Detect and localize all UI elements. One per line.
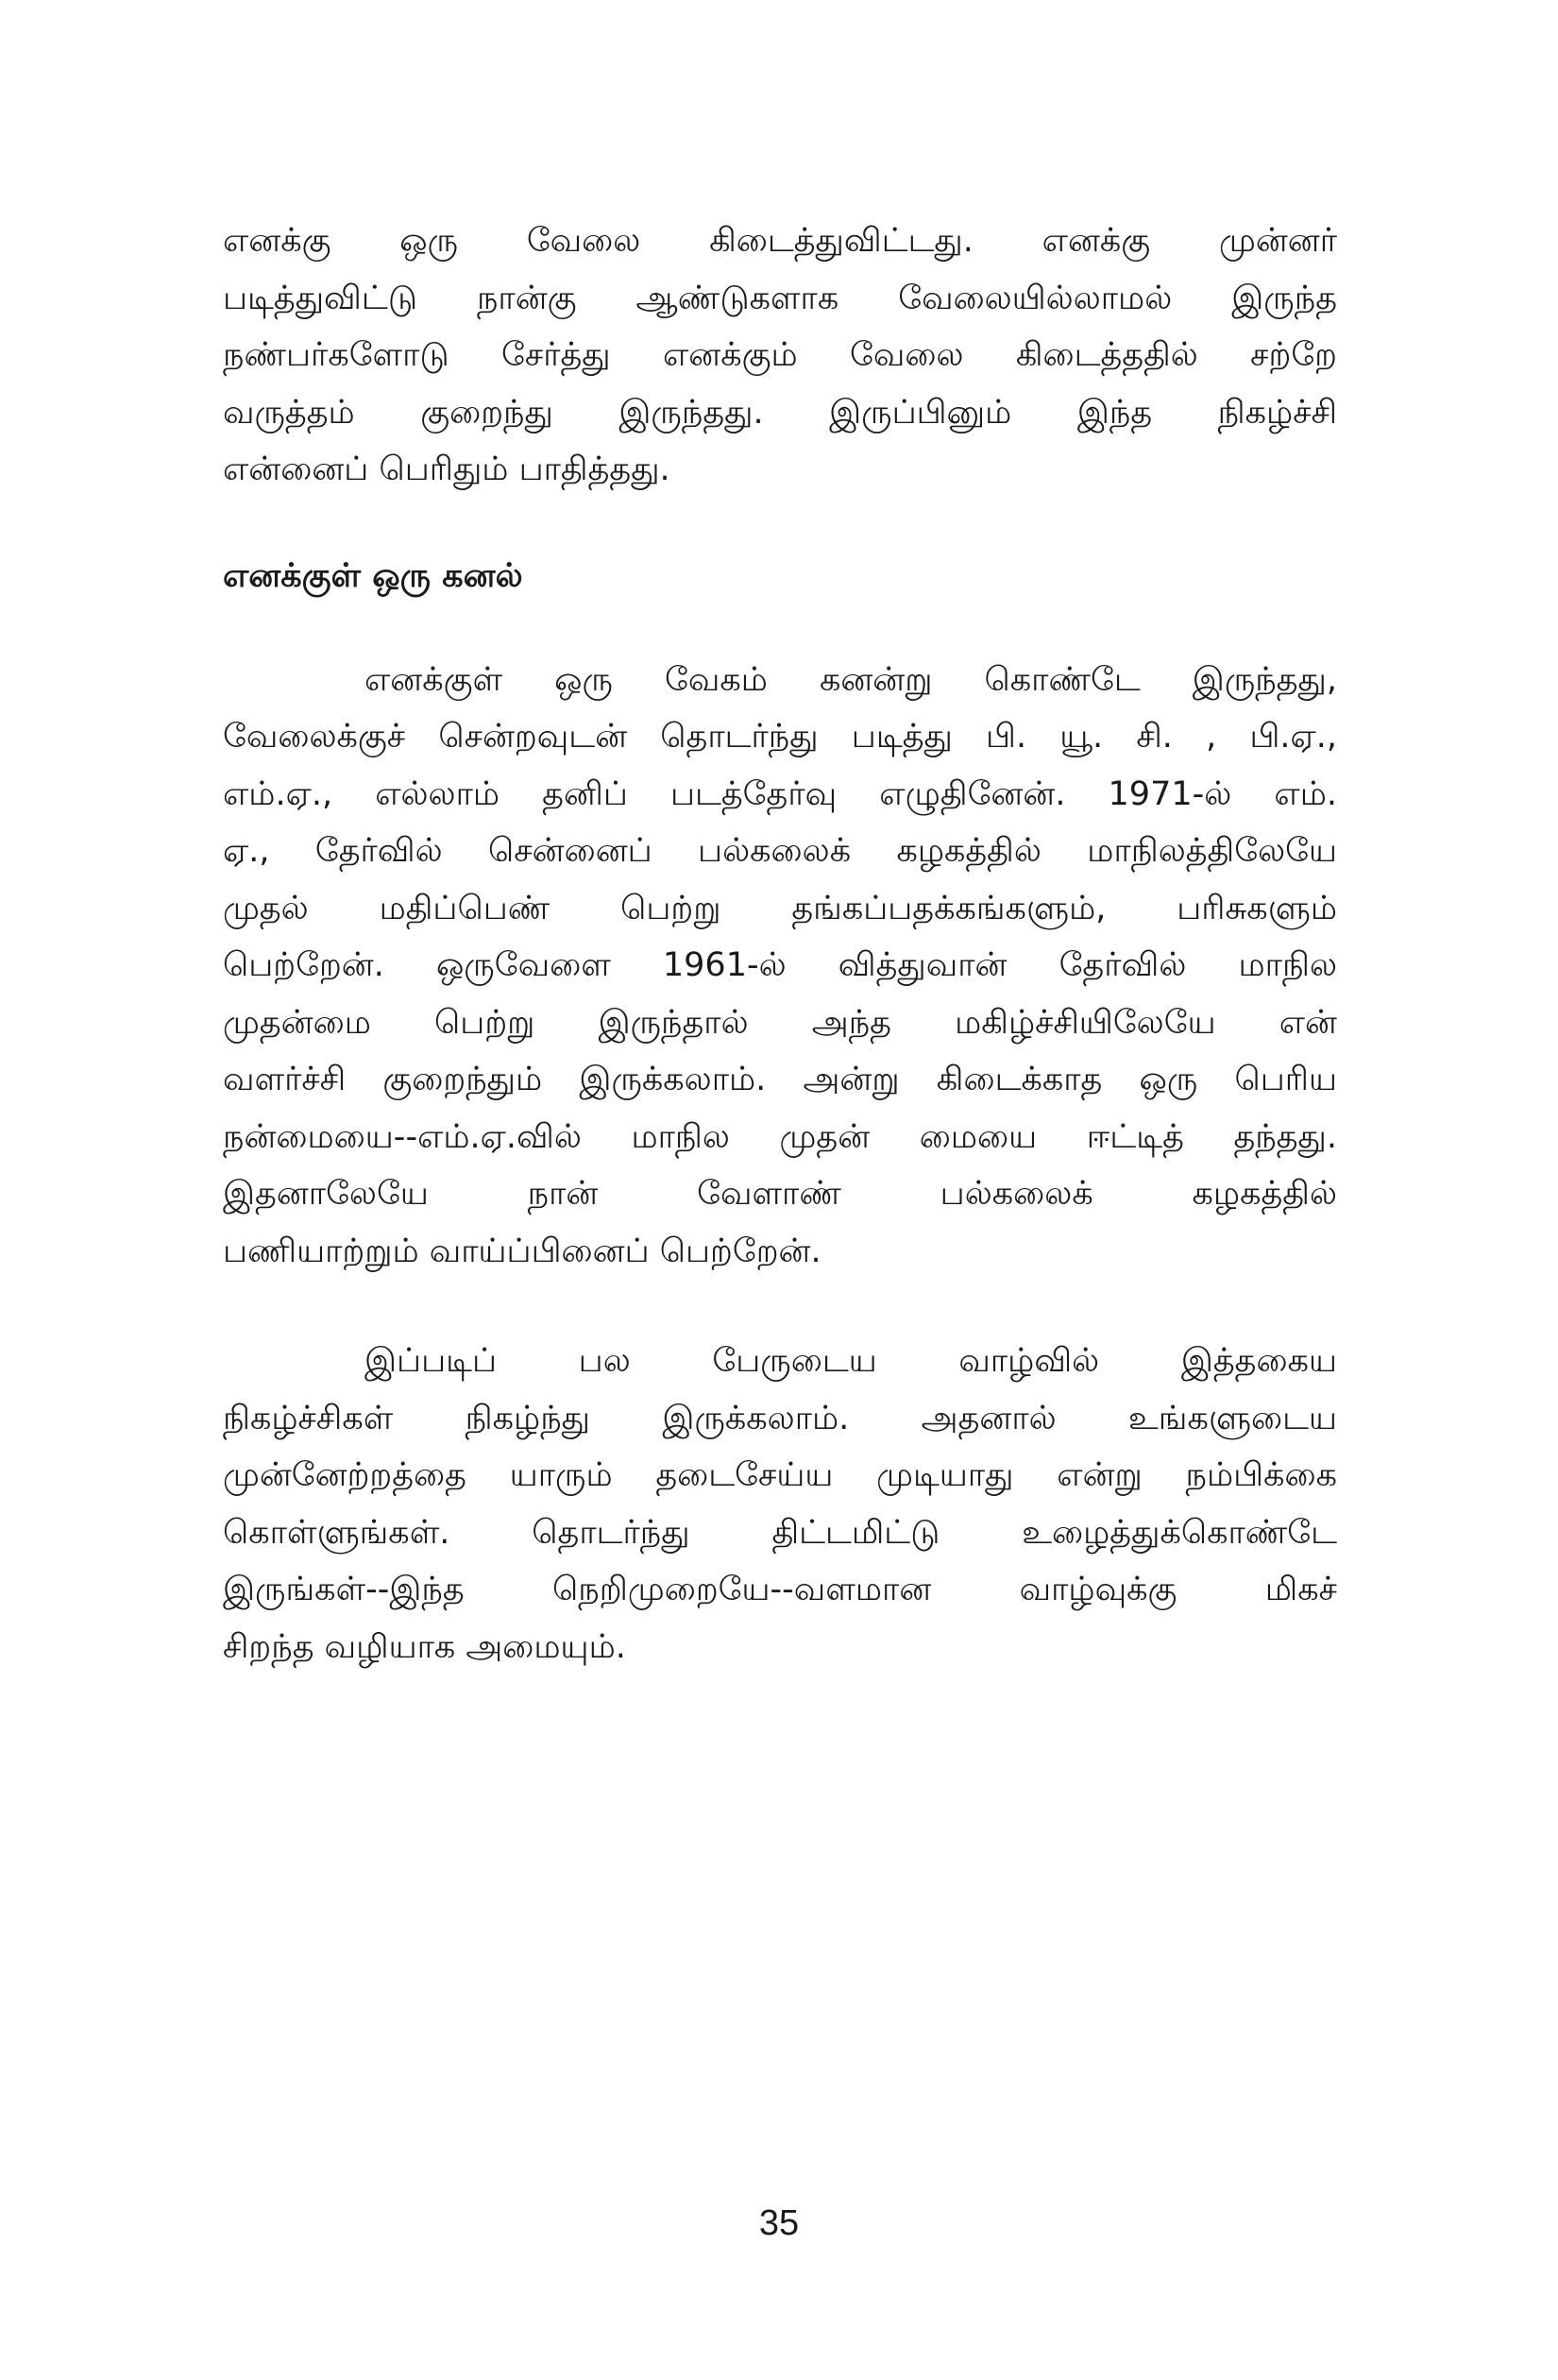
- paragraph-line: நண்பர்களோடு சேர்த்து எனக்கும் வேலை கிடைத்ததில் சற்றே: [223, 336, 1337, 374]
- paragraph-line: முதன்மை பெற்று இருந்தால் அந்த மகிழ்ச்சியிலேயே என்: [223, 1003, 1337, 1042]
- section-heading: எனக்குள் ஒரு கனல்: [223, 556, 523, 595]
- paragraph-line: நிகழ்ச்சிகள் நிகழ்ந்து இருக்கலாம். அதனால் உங்களுடைய: [223, 1399, 1337, 1437]
- paragraph-line: எனக்குள் ஒரு வேகம் கனன்று கொண்டே இருந்தது,: [364, 660, 1337, 699]
- paragraph-line: ஏ., தேர்வில் சென்னைப் பல்கலைக் கழகத்தில் மாநிலத்திலேயே: [223, 832, 1337, 870]
- paragraph-line: முதல் மதிப்பெண் பெற்று தங்கப்பதக்கங்களும், பரிசுகளும்: [223, 889, 1337, 927]
- paragraph-1: [223, 212, 1337, 499]
- paragraph-line: பெற்றேன். ஒருவேளை 1961-ல் வித்துவான் தேர்வில் மாநில: [223, 946, 1337, 984]
- paragraph-line: இப்படிப் பல பேருடைய வாழ்வில் இத்தகைய: [364, 1342, 1337, 1380]
- paragraph-line: பணியாற்றும் வாய்ப்பினைப் பெற்றேன்.: [223, 1232, 821, 1270]
- paragraph-line: என்னைப் பெரிதும் பாதித்தது.: [223, 450, 670, 488]
- paragraph-line: எம்.ஏ., எல்லாம் தனிப் படத்தேர்வு எழுதினேன். 1971-ல் எம்.: [223, 774, 1337, 813]
- paragraph-line: முன்னேற்றத்தை யாரும் தடைசேய்ய முடியாது என்று நம்பிக்கை: [223, 1456, 1337, 1494]
- paragraph-line: கொள்ளுங்கள். தொடர்ந்து திட்டமிட்டு உழைத்துக்கொண்டே: [223, 1513, 1337, 1552]
- page-body: [223, 212, 1337, 1675]
- paragraph-line: வருத்தம் குறைந்து இருந்தது. இருப்பினும் இந்த நிகழ்ச்சி: [223, 393, 1337, 432]
- paragraph-line: எனக்கு ஒரு வேலை கிடைத்துவிட்டது. எனக்கு முன்னர்: [223, 222, 1337, 260]
- paragraph-2: [223, 652, 1337, 1281]
- paragraph-line: இருங்கள்--இந்த நெறிமுறையே--வளமான வாழ்வுக்கு மிகச்: [223, 1571, 1337, 1608]
- paragraph-3: [223, 1333, 1337, 1675]
- paragraph-line: நன்மையை--எம்.ஏ.வில் மாநில முதன் மையை ஈட்டித் தந்தது.: [223, 1117, 1337, 1156]
- page-number: 35: [758, 2203, 800, 2243]
- paragraph-line: படித்துவிட்டு நான்கு ஆண்டுகளாக வேலையில்லாமல் இருந்த: [223, 279, 1337, 317]
- paragraph-line: இதனாலேயே நான் வேளாண் பல்கலைக் கழகத்தில்: [223, 1175, 1337, 1213]
- paragraph-line: சிறந்த வழியாக அமையும்.: [223, 1627, 626, 1666]
- paragraph-line: வளர்ச்சி குறைந்தும் இருக்கலாம். அன்று கிடைக்காத ஒரு பெரிய: [223, 1061, 1337, 1098]
- paragraph-line: வேலைக்குச் சென்றவுடன் தொடர்ந்து படித்து பி. யூ. சி. , பி.ஏ.,: [223, 718, 1337, 756]
